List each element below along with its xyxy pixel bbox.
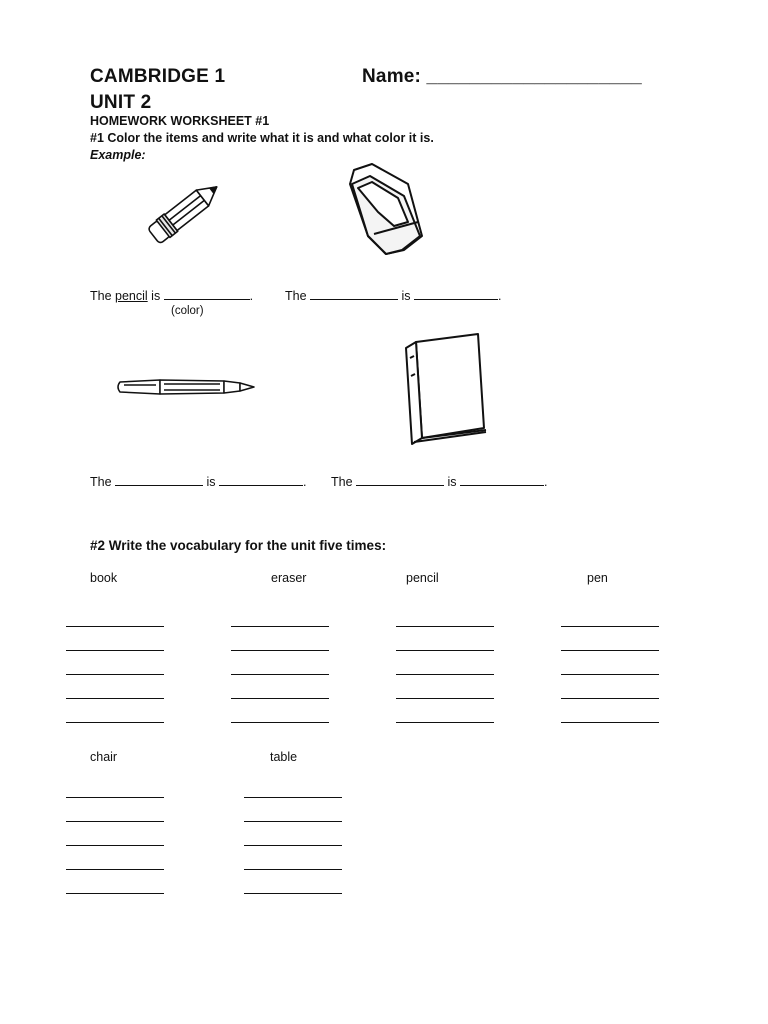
book-sentence: [331, 474, 547, 489]
section2-instruction: #2 Write the vocabulary for the unit five times:: [90, 538, 387, 553]
vocab-word-chair: chair: [90, 750, 118, 764]
example-item-pencil: pencil: [115, 289, 148, 303]
writing-line-eraser[interactable]: [231, 626, 329, 627]
writing-line-eraser[interactable]: [231, 698, 329, 699]
eraser-icon: [338, 160, 430, 266]
pencil-icon: [132, 174, 232, 254]
sentence-the: The: [90, 289, 116, 303]
writing-line-pencil[interactable]: [396, 626, 494, 627]
color-blank[interactable]: [460, 474, 544, 486]
sentence-is: is: [147, 289, 164, 303]
color-caption: (color): [171, 305, 204, 317]
writing-line-chair[interactable]: [66, 893, 164, 894]
pen-icon: [112, 372, 258, 402]
pen-sentence: [90, 474, 306, 489]
vocab-word-pen: pen: [587, 571, 608, 585]
writing-line-pencil[interactable]: [396, 650, 494, 651]
writing-line-book[interactable]: [66, 722, 164, 723]
writing-line-table[interactable]: [244, 845, 342, 846]
writing-line-pencil[interactable]: [396, 674, 494, 675]
writing-line-book[interactable]: [66, 626, 164, 627]
writing-line-table[interactable]: [244, 821, 342, 822]
vocab-word-eraser: eraser: [271, 571, 307, 585]
writing-line-chair[interactable]: [66, 869, 164, 870]
writing-line-eraser[interactable]: [231, 650, 329, 651]
sentence-the: The: [285, 289, 311, 303]
section1-instruction: #1 Color the items and write what it is and what color it is.: [90, 131, 434, 145]
sentence-is: is: [398, 289, 414, 303]
writing-line-chair[interactable]: [66, 797, 164, 798]
vocab-word-table: table: [270, 750, 298, 764]
sentence-period: .: [249, 289, 254, 303]
writing-line-pencil[interactable]: [396, 698, 494, 699]
item-blank[interactable]: [310, 288, 398, 300]
eraser-sentence: [285, 288, 501, 303]
book-icon: [400, 332, 492, 446]
sentence-the: The: [90, 475, 116, 489]
writing-line-pen[interactable]: [561, 674, 659, 675]
writing-line-pen[interactable]: [561, 722, 659, 723]
writing-line-book[interactable]: [66, 650, 164, 651]
writing-line-chair[interactable]: [66, 845, 164, 846]
course-title: CAMBRIDGE 1: [90, 66, 226, 87]
unit-title: UNIT 2: [90, 92, 152, 113]
color-blank[interactable]: [219, 474, 303, 486]
example-label: Example:: [90, 148, 146, 162]
item-blank[interactable]: [115, 474, 203, 486]
item-blank[interactable]: [356, 474, 444, 486]
writing-line-pen[interactable]: [561, 698, 659, 699]
sentence-period: .: [303, 475, 307, 489]
writing-line-pencil[interactable]: [396, 722, 494, 723]
writing-line-chair[interactable]: [66, 821, 164, 822]
writing-line-eraser[interactable]: [231, 722, 329, 723]
writing-line-pen[interactable]: [561, 626, 659, 627]
worksheet-title: HOMEWORK WORKSHEET #1: [90, 114, 270, 128]
writing-line-table[interactable]: [244, 869, 342, 870]
name-field-label: Name: ____________________: [362, 66, 642, 87]
example-sentence: [90, 288, 253, 303]
sentence-period: .: [544, 475, 548, 489]
writing-line-table[interactable]: [244, 893, 342, 894]
sentence-is: is: [444, 475, 460, 489]
vocab-word-book: book: [90, 571, 118, 585]
sentence-the: The: [331, 475, 357, 489]
sentence-period: .: [498, 289, 502, 303]
writing-line-book[interactable]: [66, 698, 164, 699]
writing-line-eraser[interactable]: [231, 674, 329, 675]
writing-line-book[interactable]: [66, 674, 164, 675]
writing-line-pen[interactable]: [561, 650, 659, 651]
color-blank[interactable]: [164, 288, 250, 300]
vocab-word-pencil: pencil: [406, 571, 439, 585]
writing-line-table[interactable]: [244, 797, 342, 798]
sentence-is: is: [203, 475, 219, 489]
color-blank[interactable]: [414, 288, 498, 300]
